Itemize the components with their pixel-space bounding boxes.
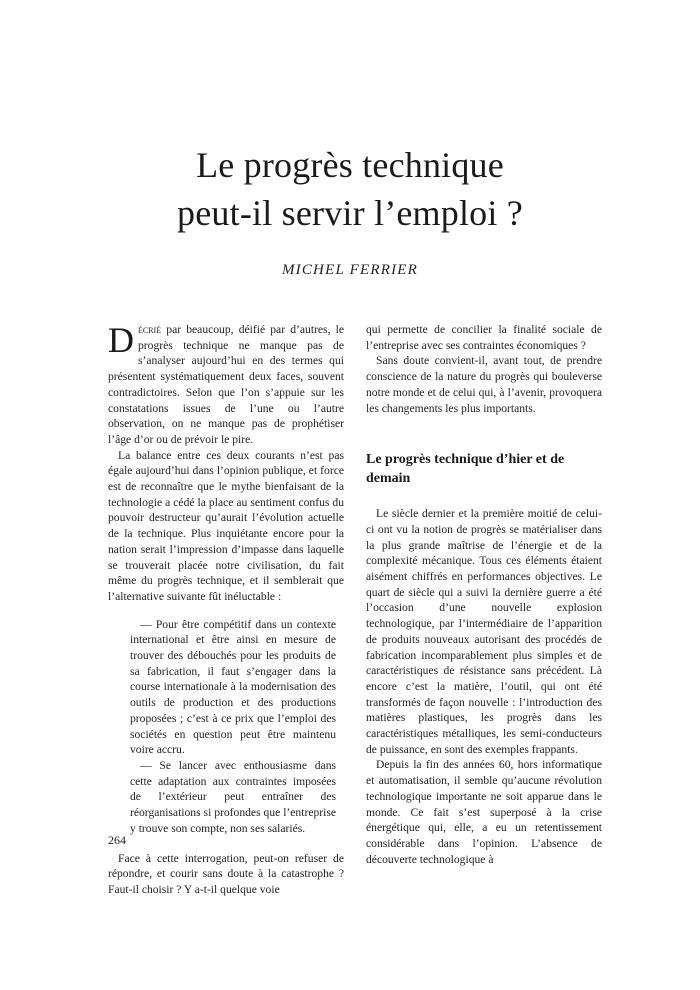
page-number: 264 xyxy=(108,833,126,847)
quote-item-2: — Se lancer avec enthousiasme dans cette adaptation aux contraintes imposées de l’extérieur peut entraîner des réorganisations si profondes que l’entreprise y trouve son compte, non ses salariés. xyxy=(130,758,336,835)
paragraph-conscience: Sans doute convient-il, avant tout, de prendre conscience de la nature du progrès qui bouleverse notre monde et de celui qui, à l’avenir, provoquera les changements les plus importants. xyxy=(366,354,602,415)
article-title-line-2: peut-il servir l’emploi ? xyxy=(177,193,523,233)
article-author: MICHEL FERRIER xyxy=(281,262,419,278)
intro-small-caps: écrié xyxy=(138,323,162,336)
intro-paragraph xyxy=(108,322,344,448)
left-column xyxy=(108,322,344,898)
paragraph-continuation: qui permette de concilier la finalité sociale de l’entreprise avec ses contraintes économiques ? xyxy=(366,323,602,352)
paragraph-siecle: Le siècle dernier et la première moitié de celui-ci ont vu la notion de progrès se matérialiser dans la plus grande maîtrise de l’énergie et de la complexité mécanique. Tous ces éléments étaient aisément chiffrés en performances objectives. Le quart de siècle qui a suivi la dernière guerre a été l’occasion d’une nouvelle explosion technologique, par l’intermédiaire de l’apparition de produits nouveaux autorisant des procédés de fabrication incomparablement plus simples et de caractéristiques de résistance sans précédent. Là encore c’est la matière, l’outil, qui ont été transformés de façon nouvelle : l’introduction des matières plastiques, les progrès dans les caractéristiques métalliques, les semi-conducteurs de puissance, en sont des exemples frappants. xyxy=(366,507,602,756)
intro-text: par beaucoup, déifié par d’autres, le progrès technique ne manque pas de s’analyser aujourd’hui en des termes qui présentent systématiquement deux faces, souvent contradictoires. Selon que l’on s’appuie sur les constatations issues de l’une ou l’autre observation, on ne manque pas de prophétiser l’âge d’or ou de prévoir le pire. xyxy=(108,323,344,446)
paragraph-interrogation: Face à cette interrogation, peut-on refuser de répondre, et courir sans doute à la catastrophe ? Faut-il choisir ? Y a-t-il quelque voie xyxy=(108,851,344,896)
paragraph-balance: La balance entre ces deux courants n’est pas égale aujourd’hui dans l’opinion publique, et force est de reconnaître que le mythe bienfaisant de la technologie a cédé la place au sentiment confus du pouvoir destructeur qu’aurait l’évolution actuelle de la technique. Plus inquiétante encore pour la nation serait l’impression d’impasse dans laquelle se trouverait placée notre civilisation, du fait même du progrès technique, et il semblerait que l’alternative suivante fût inéluctable : xyxy=(108,448,344,603)
right-column xyxy=(366,322,602,867)
article-title-line-1: Le progrès technique xyxy=(196,145,504,185)
quote-item-1: — Pour être compétitif dans un contexte international et être ainsi en mesure de trouver des débouchés pour les produits de sa fabrication, il faut s’engager dans la course internationale à la modernisation des outils de production et des productions proposées ; c’est à ce prix que l’emploi des sociétés en question peut être maintenu voire accru. xyxy=(130,617,336,757)
paragraph-annees-60: Depuis la fin des années 60, hors informatique et automatisation, il semble qu’aucune révolution technologique importante ne soit apparue dans le monde. Ce fait s’est superposé à la crise énergétique qui, elle, a eu un retentissement considérable dans l’opinion. L’absence de découverte technologique à xyxy=(366,758,602,866)
drop-cap: D xyxy=(108,320,134,360)
section-heading: Le progrès technique d’hier et de demain xyxy=(366,452,565,487)
alternative-quote xyxy=(108,617,344,837)
